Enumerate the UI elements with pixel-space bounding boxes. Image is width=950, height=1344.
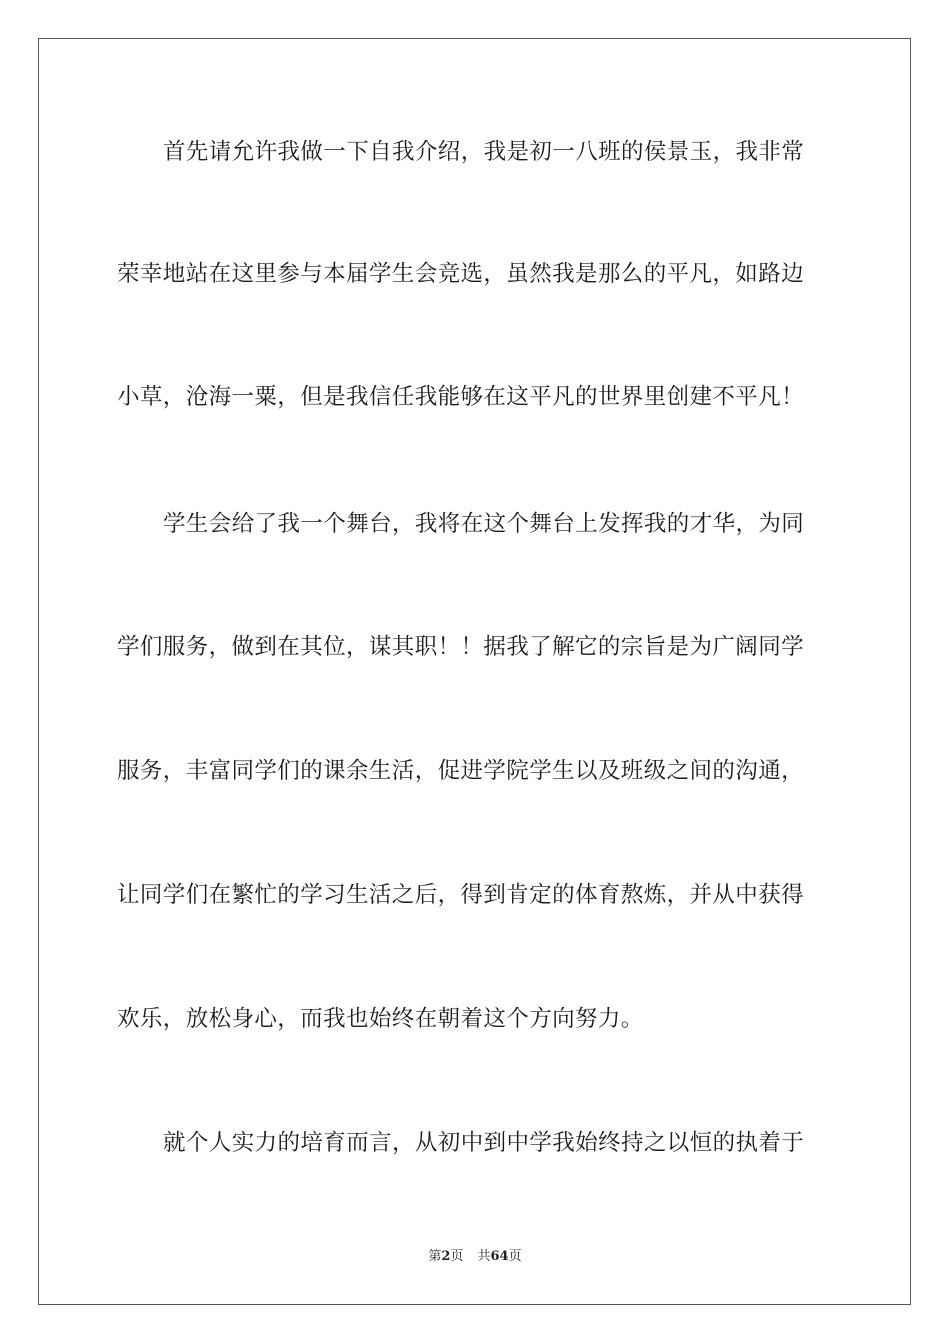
page-number: 2 xyxy=(441,1249,451,1264)
page-prefix: 第 xyxy=(428,1249,442,1264)
paragraph-2-line-2: 学们服务，做到在其位，谋其职！！据我了解它的宗旨是为广阔同学 xyxy=(117,634,805,660)
paragraph-2-line-1: 学生会给了我一个舞台，我将在这个舞台上发挥我的才华，为同 xyxy=(163,511,805,537)
paragraph-1-line-1: 首先请允许我做一下自我介绍，我是初一八班的侯景玉，我非常 xyxy=(163,139,805,165)
total-pages: 64 xyxy=(490,1249,509,1264)
paragraph-2-line-4: 让同学们在繁忙的学习生活之后，得到肯定的体育熬炼，并从中获得 xyxy=(117,882,805,908)
paragraph-3-line-1: 就个人实力的培育而言，从初中到中学我始终持之以恒的执着于 xyxy=(163,1130,805,1156)
paragraph-2-line-3: 服务，丰富同学们的课余生活，促进学院学生以及班级之间的沟通， xyxy=(117,758,805,784)
page-suffix: 页 xyxy=(450,1249,464,1264)
page-border xyxy=(38,38,911,1305)
paragraph-1-line-3: 小草，沧海一粟，但是我信任我能够在这平凡的世界里创建不平凡！ xyxy=(117,384,805,410)
paragraph-2-line-5: 欢乐，放松身心，而我也始终在朝着这个方向努力。 xyxy=(117,1006,644,1032)
total-suffix: 页 xyxy=(508,1249,522,1264)
paragraph-1-line-2: 荣幸地站在这里参与本届学生会竞选，虽然我是那么的平凡，如路边 xyxy=(117,261,805,287)
page-footer xyxy=(0,1249,950,1265)
total-prefix: 共 xyxy=(477,1249,491,1264)
